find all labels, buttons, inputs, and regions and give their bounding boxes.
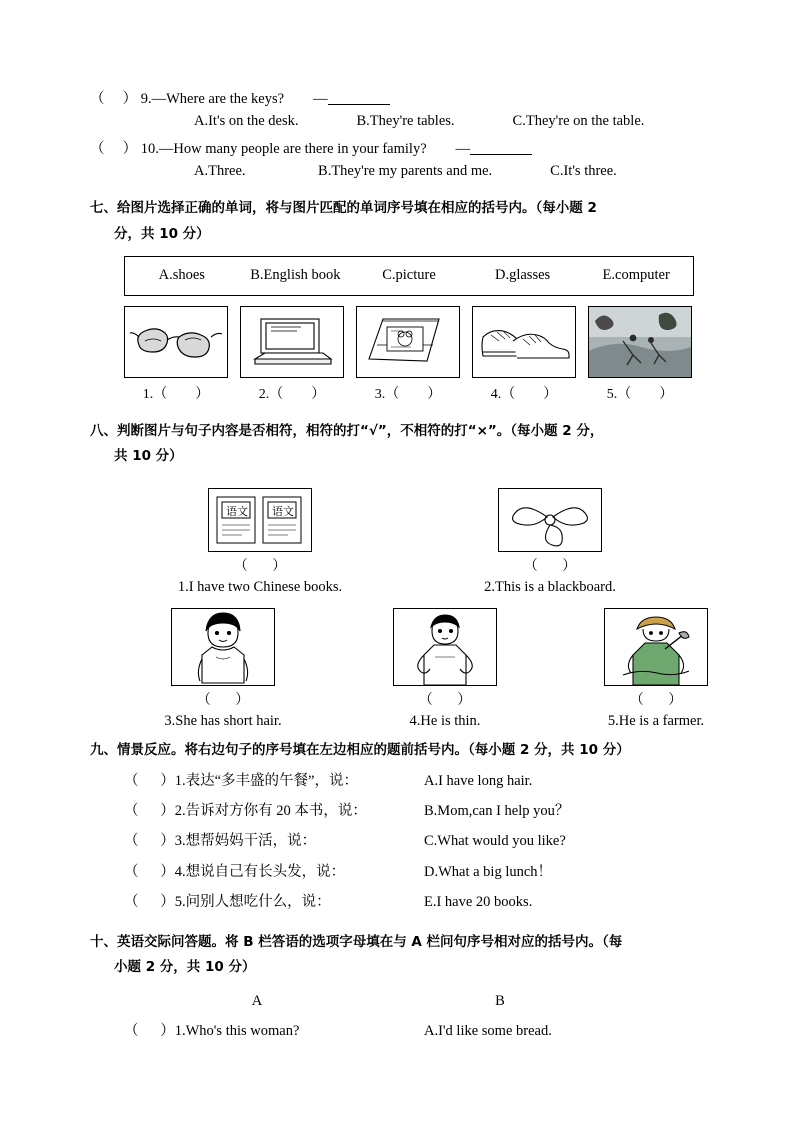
section-7-item-1 [124,306,228,403]
section-8-item-2 [450,488,650,596]
two-chinese-books-picture [208,488,312,552]
section-8-item-4 [370,608,520,730]
judge-bracket-4[interactable]: （ ） [418,692,472,708]
section-7-heading-line2: 分，共 10 分） [114,225,210,242]
match-row [90,887,705,917]
match-left-3[interactable]: （ ）3.想帮妈妈干活，说： [124,833,317,850]
question-10 [90,138,705,184]
question-9-options[interactable]: A.It's on the desk. B.They're tables. C.They're on the table. [194,113,645,130]
match-row [90,766,705,796]
judge-bracket-2[interactable]: （ ） [523,558,577,574]
worksheet-content [90,88,705,1046]
match-left-1[interactable]: （ ）1.表达“多丰盛的午餐”，说： [124,772,358,789]
column-a-header: A [251,992,263,1009]
answer-bracket-3[interactable]: 3.（ ） [374,386,442,402]
word-option-d[interactable]: D.glasses [494,267,551,284]
section-8-row-2 [90,602,705,734]
section-7-picture-row [124,306,692,403]
match-right-b[interactable]: B.Mom,can I help you？ [424,802,570,819]
english-book-picture [356,306,460,378]
word-option-c[interactable]: C.picture [382,267,436,284]
match-right-d[interactable]: D.What a big lunch！ [424,863,553,880]
answer-bracket-1[interactable]: 1.（ ） [142,386,210,402]
section-8-heading-line1: 八、判断图片与句子内容是否相符，相符的打“√”，不相符的打“×”。（每小题 2 分， [90,422,604,439]
question-9-stem [90,88,705,110]
question-10-stem [90,138,705,160]
word-option-b[interactable]: B.English book [250,267,341,284]
section-10-right-a[interactable]: A.I'd like some bread. [424,1022,552,1039]
word-option-a[interactable]: A.shoes [158,267,205,284]
fan-picture [498,488,602,552]
section-10-left-1[interactable]: （ ）1.Who's this woman? [124,1022,300,1039]
section-10-heading [90,930,705,981]
section-8-heading-line2: 共 10 分） [114,448,183,465]
answer-bracket-2[interactable]: 2.（ ） [258,386,326,402]
judge-caption-4: 4.He is thin. [409,712,481,729]
question-9 [90,88,705,134]
word-choice-box [124,256,694,296]
column-b-header: B [495,992,505,1009]
match-row [90,796,705,826]
section-8-item-5 [576,608,736,730]
section-9-rows [90,766,705,918]
picture-frame-picture [588,306,692,378]
shoes-picture [472,306,576,378]
section-7-heading [90,196,705,247]
section-10-heading-line1: 十、英语交际问答题。将 B 栏答语的选项字母填在与 A 栏问句序号相对应的括号内。（每 [90,933,623,950]
section-8-row-1 [90,482,705,600]
boy-thin-picture [393,608,497,686]
judge-bracket-1[interactable]: （ ） [233,558,287,574]
answer-bracket-5[interactable]: 5.（ ） [606,386,674,402]
farmer-picture [604,608,708,686]
question-10-stem-text: （ ） 10.—How many people are there in your family? — [90,140,471,157]
section-8-item-3 [138,608,308,730]
match-row [90,1016,705,1046]
computer-picture [240,306,344,378]
section-7-item-5 [588,306,692,403]
match-left-4[interactable]: （ ）4.想说自己有长头发，说： [124,863,346,880]
match-row [90,857,705,887]
word-option-e[interactable]: E.computer [602,267,670,284]
judge-caption-3: 3.She has short hair. [164,712,282,729]
answer-blank[interactable] [470,141,532,155]
svg-text:语文: 语文 [226,504,248,518]
match-row [90,826,705,856]
section-7-heading-line1: 七、给图片选择正确的单词，将与图片匹配的单词序号填在相应的括号内。（每小题 2 [90,200,597,217]
question-10-options[interactable]: A.Three. B.They're my parents and me. C.It's three. [194,163,617,180]
judge-caption-1: 1.I have two Chinese books. [177,578,343,595]
match-right-e[interactable]: E.I have 20 books. [424,894,533,911]
section-10-column-headers [90,987,705,1016]
judge-bracket-3[interactable]: （ ） [196,692,250,708]
section-9-heading [90,738,705,764]
match-left-2[interactable]: （ ）2.告诉对方你有 20 本书，说： [124,802,367,819]
answer-blank[interactable] [328,91,390,105]
section-8-heading [90,419,705,470]
section-7-item-4 [472,306,576,403]
svg-text:语文: 语文 [272,504,294,518]
section-10-heading-line2: 小题 2 分，共 10 分） [114,959,256,976]
section-8-item-1 [170,488,350,596]
section-7-item-2 [240,306,344,403]
judge-caption-5: 5.He is a farmer. [607,712,705,729]
judge-caption-2: 2.This is a blackboard. [484,578,616,595]
girl-short-hair-picture [171,608,275,686]
answer-bracket-4[interactable]: 4.（ ） [490,386,558,402]
section-7-item-3 [356,306,460,403]
section-9-heading-line1: 九、情景反应。将右边句子的序号填在左边相应的题前括号内。（每小题 2 分，共 10 分） [90,741,630,758]
match-right-a[interactable]: A.I have long hair. [424,772,533,789]
match-left-5[interactable]: （ ）5.问别人想吃什么，说： [124,894,331,911]
glasses-picture [124,306,228,378]
match-right-c[interactable]: C.What would you like? [424,833,566,850]
judge-bracket-5[interactable]: （ ） [629,692,683,708]
question-9-stem-text: （ ） 9.—Where are the keys? — [90,91,328,107]
